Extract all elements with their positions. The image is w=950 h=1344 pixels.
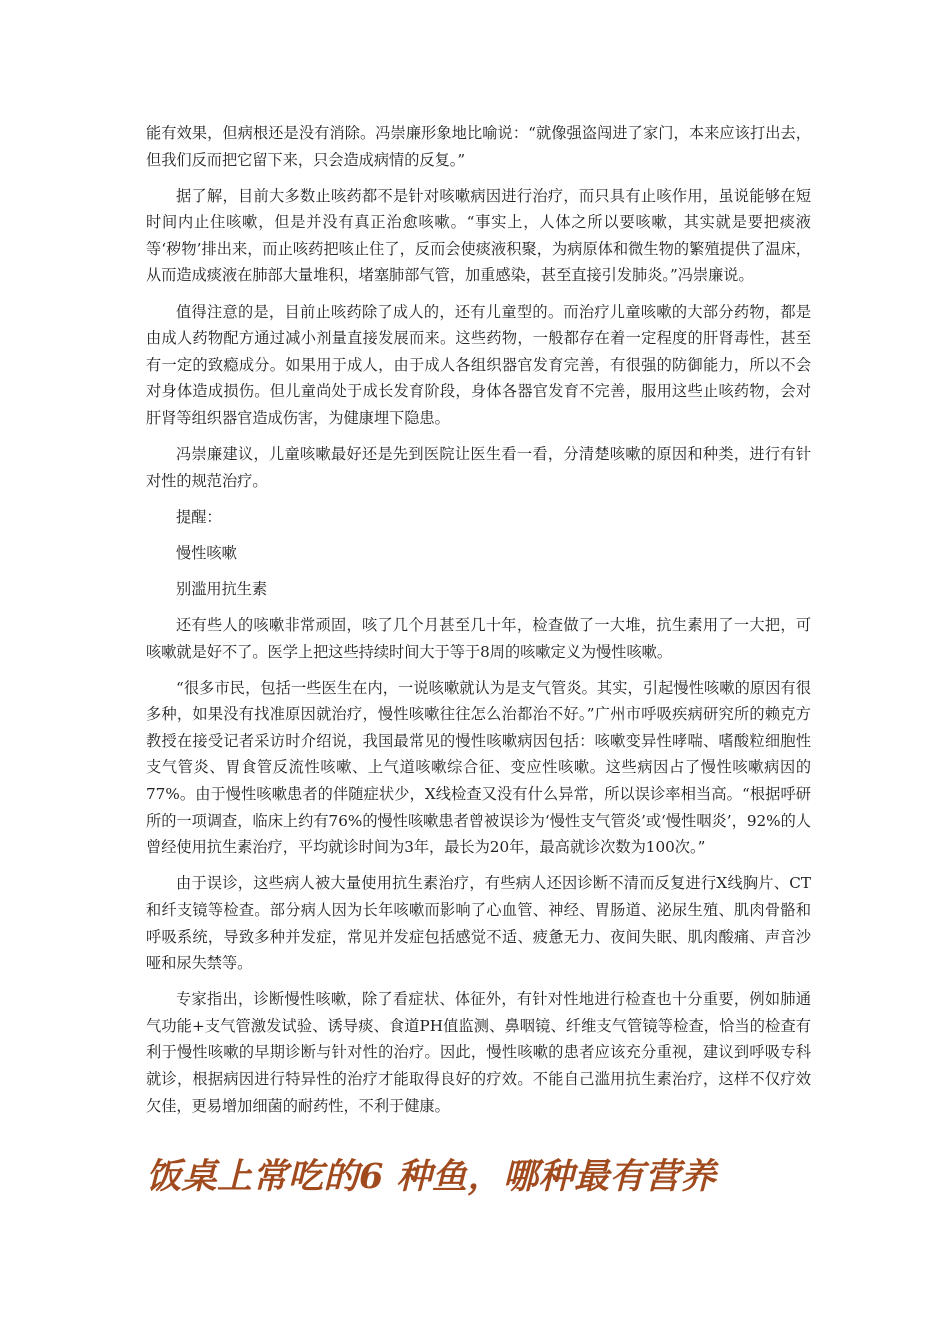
paragraph-chronic-definition: 还有些人的咳嗽非常顽固，咳了几个月甚至几十年，检查做了一大堆，抗生素用了一大把，可咳嗽就是好不了。医学上把这些持续时间大于等于8周的咳嗽定义为慢性咳嗽。	[146, 616, 811, 661]
paragraph-misdiagnosis-effects: 由于误诊，这些病人被大量使用抗生素治疗，有些病人还因诊断不清而反复进行X线胸片、CT和纤支镜等检查。部分病人因为长年咳嗽而影响了心血管、神经、胃肠道、泌尿生殖、肌肉骨骼和呼吸系统，导致多种并发症，常见并发症包括感觉不适、疲惫无力、夜间失眠、肌肉酸痛、声音沙哑和尿失禁等。	[146, 874, 811, 973]
article-body	[146, 120, 811, 1129]
subheading-chronic-cough: 慢性咳嗽	[176, 543, 237, 562]
paragraph-advice: 冯崇廉建议，儿童咳嗽最好还是先到医院让医生看一看，分清楚咳嗽的原因和种类，进行有针对性的规范治疗。	[146, 445, 811, 490]
next-article-heading: 饭桌上常吃的6 种鱼，哪种最有营养	[146, 1156, 717, 1197]
paragraph-misdiagnosis-causes: “很多市民，包括一些医生在内，一说咳嗽就认为是支气管炎。其实，引起慢性咳嗽的原因有很多种，如果没有找准原因就治疗，慢性咳嗽往往怎么治都治不好。”广州市呼吸疾病研究所的赖克方教授在接受记者采访时介绍说，我国最常见的慢性咳嗽病因包括：咳嗽变异性哮喘、嗜酸粒细胞性支气管炎、胃食管反流性咳嗽、上气道咳嗽综合征、变应性咳嗽。这些病因占了慢性咳嗽病因的77%。由于慢性咳嗽患者的伴随症状少，X线检查又没有什么异常，所以误诊率相当高。“根据呼研所的一项调查，临床上约有76%的慢性咳嗽患者曾被误诊为‘慢性支气管炎’或‘慢性咽炎’，92%的人曾经使用抗生素治疗，平均就诊时间为3年，最长为20年，最高就诊次数为100次。”	[146, 678, 811, 857]
paragraph-expert-advice: 专家指出，诊断慢性咳嗽，除了看症状、体征外，有针对性地进行检查也十分重要，例如肺通气功能+支气管激发试验、诱导痰、食道PH值监测、鼻咽镜、纤维支气管镜等检查，恰当的检查有利于慢性咳嗽的早期诊断与针对性的治疗。因此，慢性咳嗽的患者应该充分重视，建议到呼吸专科就诊，根据病因进行特异性的治疗才能取得良好的疗效。不能自己滥用抗生素治疗，这样不仅疗效欠佳，更易增加细菌的耐药性，不利于健康。	[146, 990, 811, 1115]
subheading-antibiotics: 别滥用抗生素	[176, 579, 268, 598]
paragraph-continuation: 能有效果，但病根还是没有消除。冯崇廉形象地比喻说：“就像强盗闯进了家门，本来应该打出去，但我们反而把它留下来，只会造成病情的反复。”	[146, 124, 811, 169]
paragraph-children-medicine: 值得注意的是，目前止咳药除了成人的，还有儿童型的。而治疗儿童咳嗽的大部分药物，都是由成人药物配方通过减小剂量直接发展而来。这些药物，一般都存在着一定程度的肝肾毒性，甚至有一定的致瘾成分。如果用于成人，由于成人各组织器官发育完善，有很强的防御能力，所以不会对身体造成损伤。但儿童尚处于成长发育阶段，身体各器官发育不完善，服用这些止咳药物，会对肝肾等组织器官造成伤害，为健康埋下隐患。	[146, 302, 811, 427]
reminder-label: 提醒：	[176, 507, 222, 526]
paragraph-cough-medicine: 据了解，目前大多数止咳药都不是针对咳嗽病因进行治疗，而只具有止咳作用，虽说能够在短时间内止住咳嗽，但是并没有真正治愈咳嗽。“事实上，人体之所以要咳嗽，其实就是要把痰液等‘秽物’排出来，而止咳药把咳止住了，反而会使痰液积聚，为病原体和微生物的繁殖提供了温床，从而造成痰液在肺部大量堆积，堵塞肺部气管，加重感染，甚至直接引发肺炎。”冯崇廉说。	[146, 186, 811, 285]
